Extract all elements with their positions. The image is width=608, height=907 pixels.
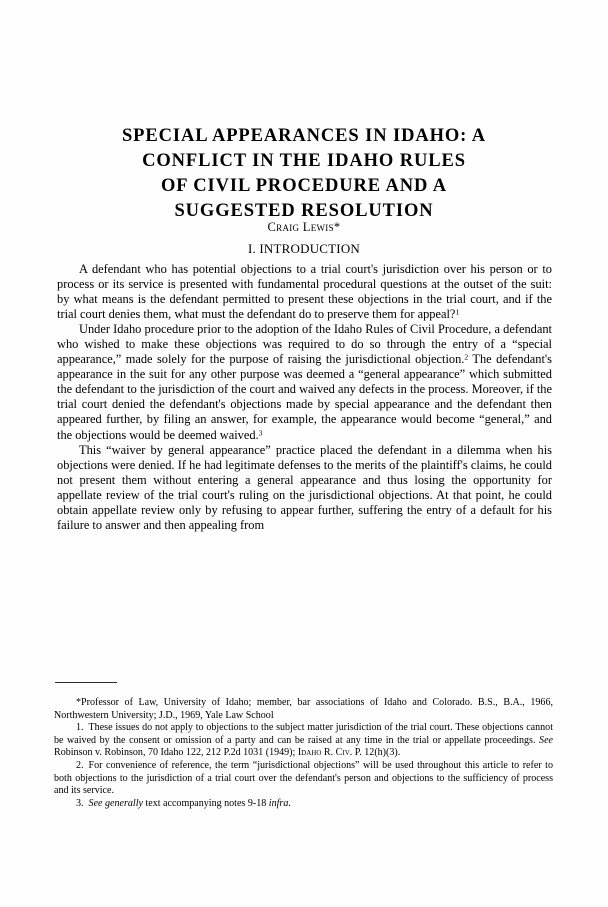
footnote-list (54, 697, 553, 810)
title-line-3: OF CIVIL PROCEDURE AND A (160, 176, 448, 196)
title-line-1: SPECIAL APPEARANCES IN IDAHO: A (121, 126, 487, 146)
article-title (57, 124, 551, 224)
small-caps-text: Civ (335, 747, 350, 759)
footnote-item (54, 760, 553, 798)
footnote-text: *Professor of Law, University of Idaho; member, bar associations of Idaho and Colorado. B.S., B.A., 1966, Northwestern University; J.D., 1969, Yale Law School (54, 697, 553, 721)
footnote-item (54, 722, 553, 760)
small-caps-text: Idaho (297, 747, 322, 759)
footnote-number: 2. (76, 759, 84, 771)
footnote-text: See generally text accompanying notes 9-18 infra. (88, 797, 291, 809)
footnote-item (54, 697, 553, 722)
italic-text: infra (268, 797, 289, 809)
footnote-text: These issues do not apply to objections to the subject matter jurisdiction of the trial court. These objections cannot be waived by the consent or omission of a party and can be raised at any time in the trial or appellate proceedings. See Robinson v. Robinson, 70 Idaho 122, 212 P.2d 1031 (1949); Idaho R. Civ. P. 12(h)(3). (54, 722, 553, 759)
section-heading-introduction: I. INTRODUCTION (247, 241, 361, 256)
italic-text: See (539, 734, 553, 746)
body-paragraph: Under Idaho procedure prior to the adoption of the Idaho Rules of Civil Procedure, a defendant who wished to make these objections was required to do so through the entry of a “special appearance,” made solely for the purpose of raising the jurisdictional objection.$^2$ The defendant's appearance in the suit for any other purpose was deemed a “general appearance” which submitted the defendant to the jurisdiction of the court and waived any defects in the process. Moreover, if the trial court denied the defendant's objections made by special appearance and the defendant then appeared further, by filing an answer, for example, the appearance would become “general,” and the objections would be deemed waived.$^3$ (57, 322, 552, 442)
footnote-reference-marker: 3 (258, 428, 263, 438)
author-byline: Craig Lewis* (267, 220, 341, 234)
title-line-4: SUGGESTED RESOLUTION (174, 201, 434, 221)
title-line-2: CONFLICT IN THE IDAHO RULES (142, 151, 466, 171)
footnote-number: 1. (76, 722, 84, 734)
body-paragraph: A defendant who has potential objections to a trial court's jurisdiction over his person or to process or its service is presented with fundamental procedural questions at the outset of the suit: by what means is the defendant permitted to present these objections in the trial court, and if the trial court denies them, what must the defendant do to preserve them for appeal?$^1$ (57, 262, 552, 322)
italic-text: See generally (88, 797, 143, 809)
footnote-text: For convenience of reference, the term “jurisdictional objections” will be used throughout this article to refer to both objections to the jurisdiction of a trial court over the defendant's person and objections to the sufficiency of process and its service. (54, 759, 553, 797)
article-body (57, 262, 552, 533)
footnote-number: 3. (76, 797, 84, 809)
body-paragraph: This “waiver by general appearance” practice placed the defendant in a dilemma when his objections were denied. If he had legitimate defenses to the merits of the plaintiff's claims, he could not present them without entering a general appearance and thus losing the opportunity for appellate review of the trial court's ruling on the jurisdictional objections. At that point, he could obtain appellate review only by refusing to appear further, suffering the entry of a default for his failure to answer and then appealing from (57, 442, 552, 532)
footnote-item (54, 798, 553, 811)
footnote-reference-marker: 2 (464, 352, 469, 362)
footnote-reference-marker: 1 (455, 307, 460, 317)
footnote-separator-rule (55, 682, 117, 683)
